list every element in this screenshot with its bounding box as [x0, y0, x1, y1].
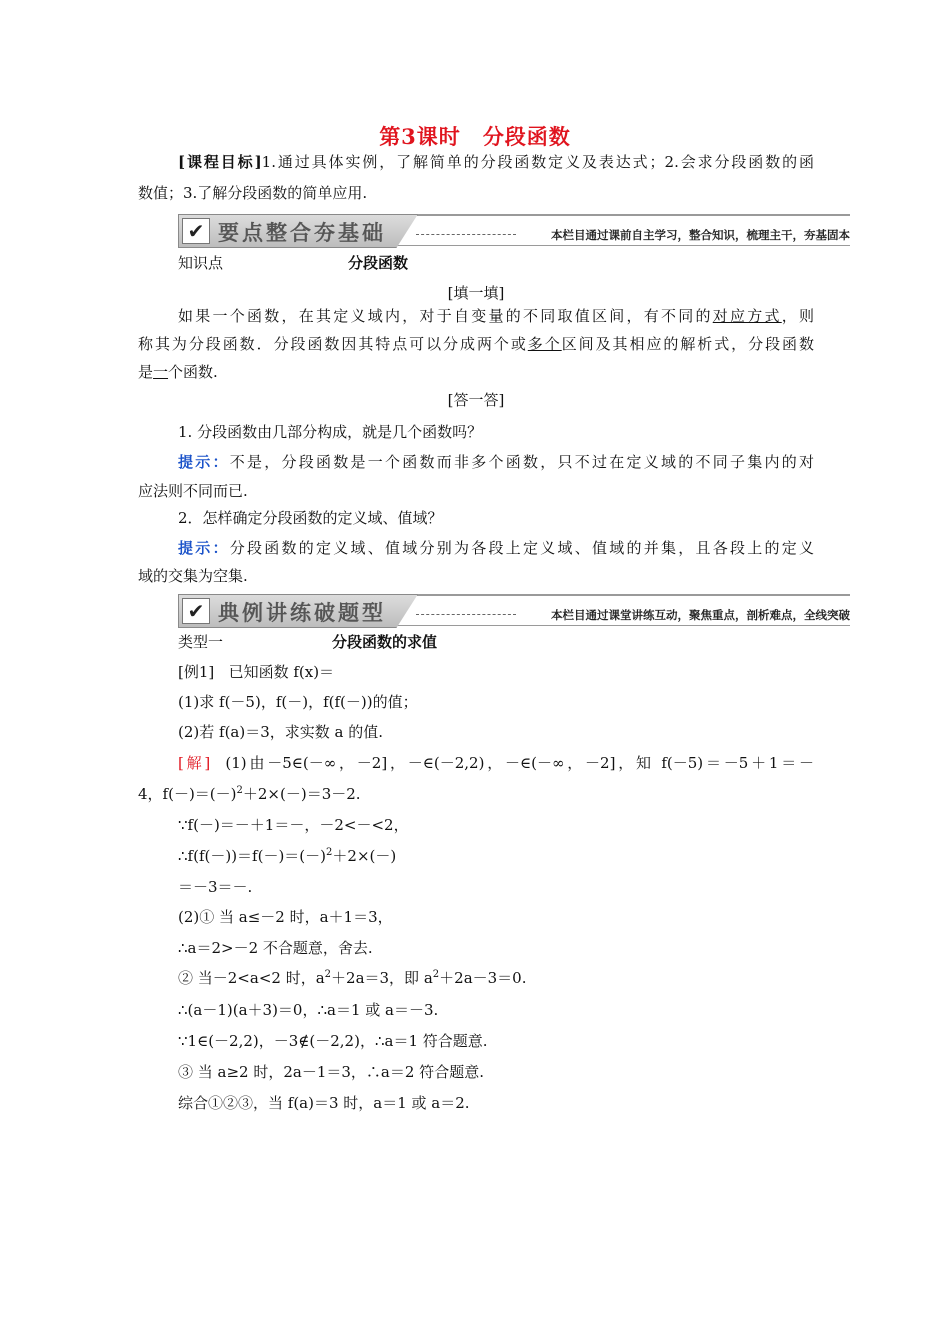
solution-line-11: ③ 当 a≥2 时，2a－1＝3，∴a＝2 符合题意.: [178, 1063, 484, 1081]
question-1: 1. 分段函数由几部分构成，就是几个函数吗？: [178, 423, 483, 441]
hint-1-line-1: 提示：不是，分段函数是一个函数而非多个函数，只不过在定义域的不同子集内的对: [178, 453, 814, 471]
knowledge-topic: 分段函数: [348, 254, 409, 272]
knowledge-label: 知识点: [178, 254, 224, 272]
fill-answer: 一: [153, 363, 169, 381]
section-banner-examples: [178, 594, 850, 628]
banner-rule: [416, 594, 850, 596]
banner-dashed-line: [416, 614, 516, 615]
type-label: 类型一: [178, 633, 224, 651]
hint-2-line-1: 提示：分段函数的定义域、值域分别为各段上定义域、值域的并集，且各段上的定义: [178, 539, 814, 557]
objectives-line-2: 数值；3.了解分段函数的简单应用.: [138, 184, 368, 202]
solution-line-3: ∵f(－)＝－＋1＝－，－2<－<2，: [178, 816, 409, 834]
solution-line-1: [解] (1)由－5∈(－∞，－2]，－∈(－2,2)，－∈(－∞，－2]，知 f(－5)＝－5＋1＝－: [178, 754, 814, 772]
example-part-2: (2)若 f(a)＝3，求实数 a 的值.: [178, 723, 384, 741]
hint-2-line-2: 域的交集为空集.: [138, 567, 248, 585]
solution-line-2: 4，$f(-)=(-)^2+2\times(-)=3-2$.: [138, 785, 361, 803]
banner-dashed-line: [416, 234, 516, 235]
question-2: 2．怎样确定分段函数的定义域、值域？: [178, 509, 443, 527]
lesson-title: 分段函数: [482, 124, 571, 149]
fill-answer: 多个: [527, 335, 562, 353]
lesson-number: 第3课时: [379, 124, 461, 149]
section-banner-basics: [178, 214, 850, 248]
solution-line-4: $\therefore f(f(-))=f(-)=(-)^2+2\times(-)$: [178, 847, 397, 865]
checkmark-icon: ✔: [182, 218, 210, 244]
hint-label: 提示：: [178, 539, 230, 557]
fill-header: [填一填]: [447, 284, 505, 302]
objectives-line-1: [课程目标]1.通过具体实例，了解简单的分段函数定义及表达式；2.会求分段函数的函: [178, 153, 814, 171]
solution-line-9: ∴(a－1)(a＋3)＝0，∴a＝1 或 a＝－3.: [178, 1001, 439, 1019]
fill-answer: 对应方式: [712, 307, 782, 325]
solution-line-6: (2)① 当 a≤－2 时，a＋1＝3，: [178, 908, 393, 926]
banner-rule: [396, 245, 850, 246]
solution-line-12: 综合①②③，当 f(a)＝3 时，a＝1 或 a＝2.: [178, 1094, 470, 1112]
hint-1-line-2: 应法则不同而已.: [138, 482, 248, 500]
fill-line-1: 如果一个函数，在其定义域内，对于自变量的不同取值区间，有不同的对应方式，则: [178, 307, 814, 325]
banner-rule: [416, 214, 850, 216]
solution-line-5: ＝－3＝－.: [178, 878, 253, 896]
page-title: [0, 121, 950, 151]
banner-note: 本栏目通过课堂讲练互动，聚焦重点，剖析难点，全线突破: [551, 608, 850, 622]
solution-label: [解]: [178, 754, 211, 772]
qa-header: [答一答]: [447, 391, 505, 409]
solution-line-7: ∴a＝2>－2 不合题意，舍去.: [178, 939, 373, 957]
banner-rule: [396, 625, 850, 626]
banner-label: 典例讲练破题型: [218, 601, 386, 625]
example-label: [例1]: [178, 663, 215, 681]
banner-note: 本栏目通过课前自主学习，整合知识，梳理主干，夯基固本: [551, 228, 850, 242]
solution-line-10: ∵1∈(－2,2)，－3∉(－2,2)，∴a＝1 符合题意.: [178, 1032, 488, 1050]
example-stem: [例1] 已知函数 f(x)＝: [178, 663, 335, 681]
example-part-1: (1)求 f(－5)，f(－)，f(f(－))的值；: [178, 693, 418, 711]
fill-line-3: 是一个函数.: [138, 363, 218, 381]
objectives-label: [课程目标]: [178, 153, 262, 171]
banner-label: 要点整合夯基础: [218, 221, 386, 245]
solution-line-8: ② 当－2<a<2 时，$a^2+2a=3$，即 $a^2+2a-3=0$.: [178, 969, 527, 987]
hint-label: 提示：: [178, 453, 230, 471]
fill-line-2: 称其为分段函数．分段函数因其特点可以分成两个或多个区间及其相应的解析式，分段函数: [138, 335, 814, 353]
checkmark-icon: ✔: [182, 598, 210, 624]
type-topic: 分段函数的求值: [332, 633, 438, 651]
